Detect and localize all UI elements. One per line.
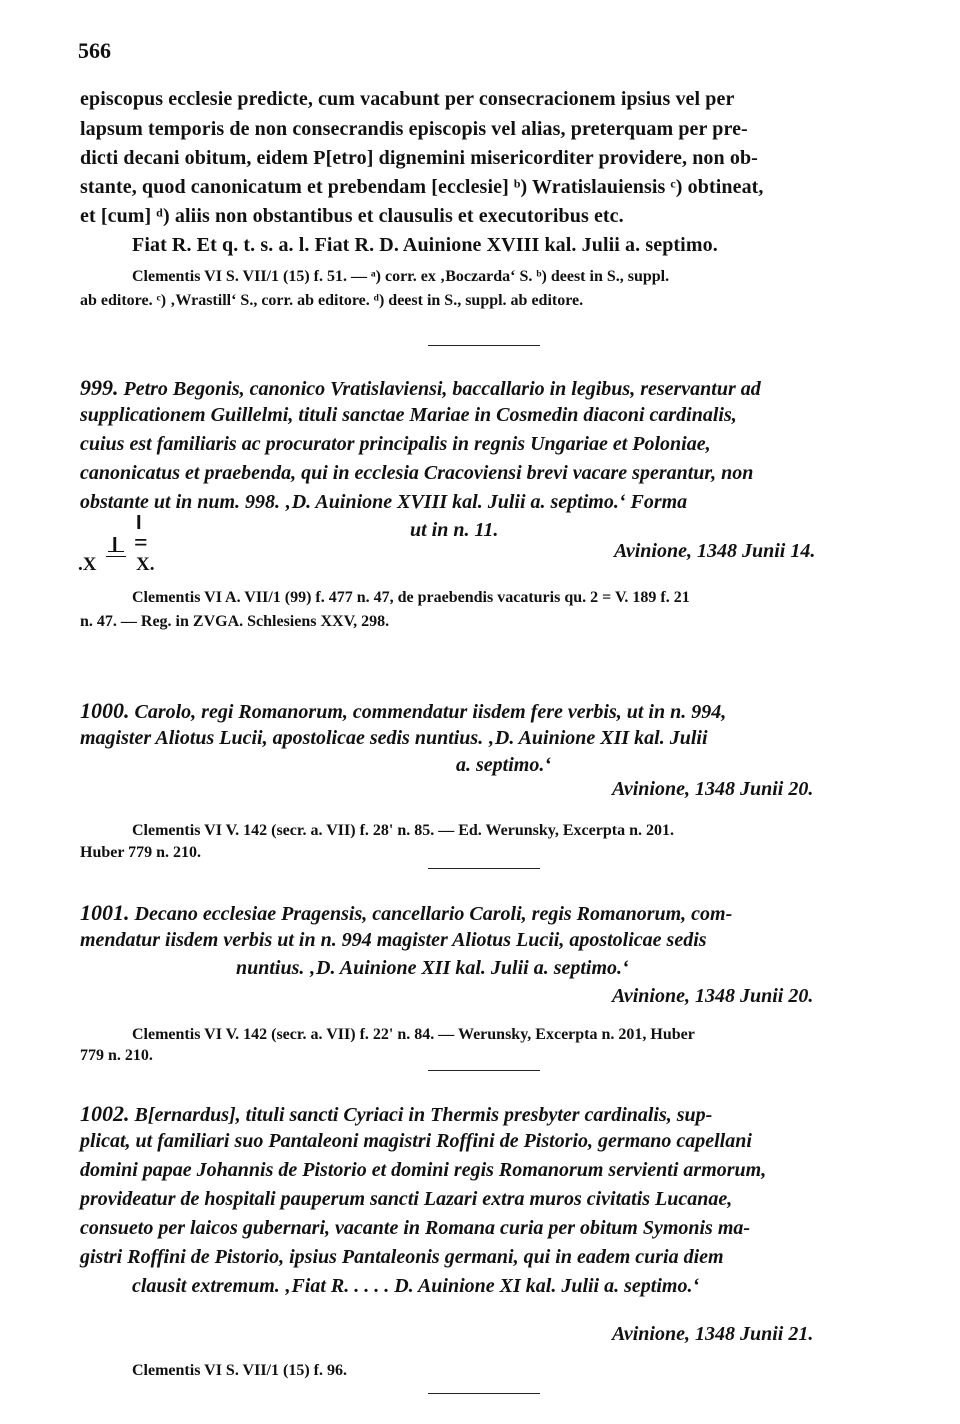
footnote-line: Clementis VI S. VII/1 (15) f. 96. bbox=[132, 1362, 347, 1379]
regest-line: mendatur iisdem verbis ut in n. 994 magister Aliotus Lucii, apostolicae sedis bbox=[80, 929, 707, 951]
diagram-mark: I bbox=[136, 512, 142, 534]
footnote-line: Clementis VI S. VII/1 (15) f. 51. — ᵃ) corr. ex ‚Boczarda‘ S. ᵇ) deest in S., suppl. bbox=[132, 268, 670, 285]
regest-line: magister Aliotus Lucii, apostolicae sedis nuntius. ‚D. Auinione XII kal. Julii bbox=[80, 727, 708, 749]
date-line: Avinione, 1348 Junii 21. bbox=[612, 1323, 814, 1345]
footnote-line: Clementis VI A. VII/1 (99) f. 477 n. 47, de praebendis vacaturis qu. 2 = V. 189 f. 21 bbox=[132, 589, 690, 606]
regest-line: a. septimo.‘ bbox=[456, 754, 551, 776]
body-line: Fiat R. Et q. t. s. a. l. Fiat R. D. Auinione XVIII kal. Julii a. septimo. bbox=[132, 234, 718, 256]
body-line: dicti decani obitum, eidem P[etro] dignemini misericorditer providere, non ob- bbox=[80, 147, 758, 169]
entry-number: 1001. bbox=[80, 900, 130, 925]
note-diagram bbox=[78, 512, 176, 580]
diagram-mark: I bbox=[112, 534, 118, 556]
regest-line: domini papae Johannis de Pistorio et domini regis Romanorum servienti armorum, bbox=[80, 1159, 767, 1181]
entry-number: 1000. bbox=[80, 698, 130, 723]
entry-number: 999. bbox=[80, 375, 119, 400]
date-line: Avinione, 1348 Junii 14. bbox=[614, 540, 816, 562]
regest-line: provideatur de hospitali pauperum sancti Lazari extra muros civitatis Lucanae, bbox=[80, 1188, 733, 1210]
regest-line: 999. Petro Begonis, canonico Vratislaviensi, baccallario in legibus, reservantur ad bbox=[80, 375, 761, 400]
diagram-mark: .X bbox=[78, 554, 97, 575]
regest-line: 1002. B[ernardus], tituli sancti Cyriaci in Thermis presbyter cardinalis, sup- bbox=[80, 1101, 713, 1126]
regest-line: 1000. Carolo, regi Romanorum, commendatur iisdem fere verbis, ut in n. 994, bbox=[80, 698, 727, 723]
regest-line: supplicationem Guillelmi, tituli sanctae Mariae in Cosmedin diaconi cardinalis, bbox=[80, 404, 737, 426]
body-line: stante, quod canonicatum et prebendam [ecclesie] ᵇ) Wratislauiensis ᶜ) obtineat, bbox=[80, 176, 764, 198]
page-number: 566 bbox=[78, 38, 111, 63]
diagram-mark: X. bbox=[136, 554, 155, 575]
entry-number: 1002. bbox=[80, 1101, 130, 1126]
regest-line: nuntius. ‚D. Auinione XII kal. Julii a. septimo.‘ bbox=[236, 957, 629, 979]
footnote-line: ab editore. ᶜ) ‚Wrastill‘ S., corr. ab editore. ᵈ) deest in S., suppl. ab editore. bbox=[80, 292, 584, 309]
footnote-line: 779 n. 210. bbox=[80, 1047, 153, 1064]
regest-line: clausit extremum. ‚Fiat R. . . . . D. Auinione XI kal. Julii a. septimo.‘ bbox=[132, 1275, 700, 1297]
body-line: episcopus ecclesie predicte, cum vacabunt per consecracionem ipsius vel per bbox=[80, 88, 735, 110]
separator-rule bbox=[428, 868, 540, 869]
date-line: Avinione, 1348 Junii 20. bbox=[612, 778, 814, 800]
footnote-line: Clementis VI V. 142 (secr. a. VII) f. 28' n. 85. — Ed. Werunsky, Excerpta n. 201. bbox=[132, 822, 674, 839]
separator-rule bbox=[428, 1070, 540, 1071]
separator-rule bbox=[428, 1393, 540, 1394]
regest-line: canonicatus et praebenda, qui in ecclesia Cracoviensi brevi vacare sperantur, non bbox=[80, 462, 754, 484]
body-line: lapsum temporis de non consecrandis episcopis vel alias, preterquam per pre- bbox=[80, 118, 748, 140]
diagram-mark: = bbox=[134, 530, 148, 556]
regest-line: gistri Roffini de Pistorio, ipsius Pantaleonis germani, qui in eadem curia diem bbox=[80, 1246, 724, 1268]
regest-line: obstante ut in num. 998. ‚D. Auinione XVIII kal. Julii a. septimo.‘ Forma bbox=[80, 491, 688, 513]
body-line: et [cum] ᵈ) aliis non obstantibus et clausulis et executoribus etc. bbox=[80, 205, 624, 227]
footnote-line: n. 47. — Reg. in ZVGA. Schlesiens XXV, 298. bbox=[80, 613, 390, 630]
regest-line: consueto per laicos gubernari, vacante in Romana curia per obitum Symonis ma- bbox=[80, 1217, 751, 1239]
regest-line: cuius est familiaris ac procurator principalis in regnis Ungariae et Poloniae, bbox=[80, 433, 711, 455]
separator-rule bbox=[428, 345, 540, 346]
regest-line: 1001. Decano ecclesiae Pragensis, cancellario Caroli, regis Romanorum, com- bbox=[80, 900, 733, 925]
footnote-line: Huber 779 n. 210. bbox=[80, 844, 202, 861]
footnote-line: Clementis VI V. 142 (secr. a. VII) f. 22' n. 84. — Werunsky, Excerpta n. 201, Huber bbox=[132, 1026, 695, 1043]
regest-line: ut in n. 11. bbox=[410, 519, 499, 541]
date-line: Avinione, 1348 Junii 20. bbox=[612, 985, 814, 1007]
regest-line: plicat, ut familiari suo Pantaleoni magistri Roffini de Pistorio, germano capellani bbox=[80, 1130, 752, 1152]
